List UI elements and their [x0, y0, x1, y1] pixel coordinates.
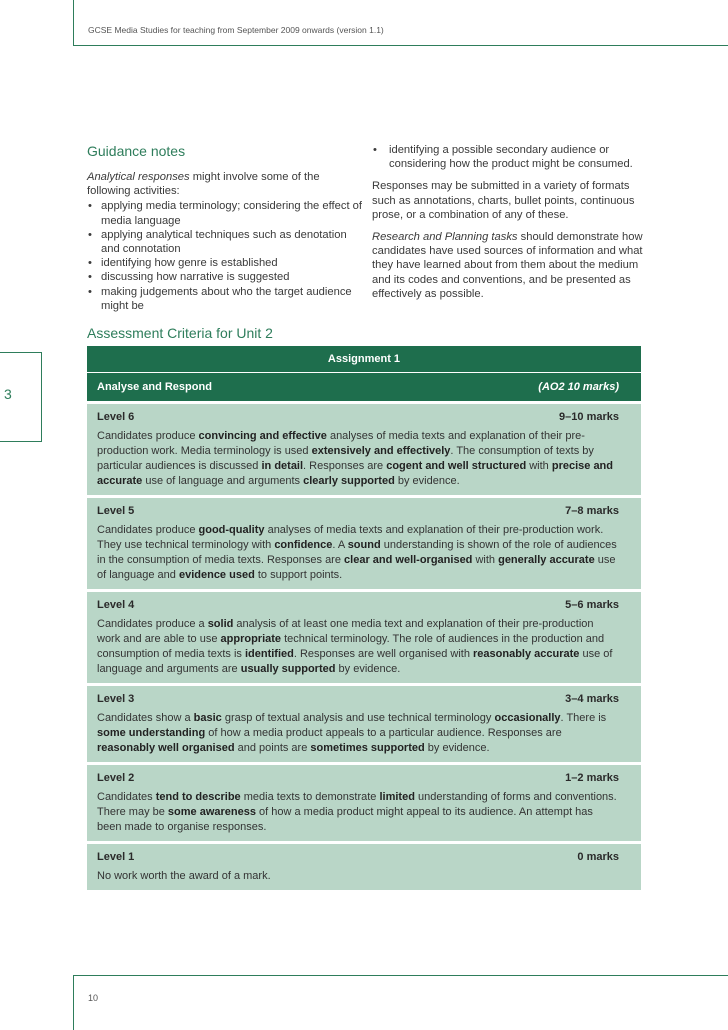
guidance-left-column: [87, 170, 362, 313]
table-row: [87, 844, 641, 890]
level-description: [97, 429, 619, 489]
level-name: Level 6: [97, 411, 135, 423]
table-row: [87, 592, 641, 683]
assignment-header: Assignment 1: [87, 346, 641, 372]
guidance-right-column: [372, 143, 644, 301]
description-text: technical terminology. The role of audiences in the production and consumption of media texts is: [97, 633, 605, 660]
emphasis-text: limited: [379, 791, 415, 803]
emphasis-text: clearly supported: [303, 475, 395, 487]
research-italic: Research and Planning tasks: [372, 231, 518, 244]
description-text: . There is: [560, 712, 607, 724]
level-description: [97, 790, 619, 835]
description-text: Candidates produce: [97, 524, 199, 536]
emphasis-text: convincing and effective: [198, 430, 327, 442]
guidance-intro-italic: Analytical responses: [87, 171, 190, 183]
description-text: with: [526, 460, 552, 472]
emphasis-text: cogent and well structured: [386, 460, 527, 472]
description-text: to support points.: [254, 569, 343, 581]
emphasis-text: clear and well-organised: [344, 554, 473, 566]
section-number: 3: [4, 386, 12, 402]
running-header: GCSE Media Studies for teaching from September 2009 onwards (version 1.1): [88, 25, 384, 35]
assessment-title: Assessment Criteria for Unit 2: [87, 325, 273, 341]
level-marks: 3–4 marks: [565, 693, 619, 705]
emphasis-text: sound: [347, 539, 381, 551]
level-name: Level 4: [97, 599, 135, 611]
description-text: use of language and arguments are: [97, 648, 613, 675]
description-text: analysis of at least one media text and explanation of their pre-production work and are able to use: [97, 618, 594, 645]
footer-left-rule: [73, 975, 74, 1030]
description-text: analyses of media texts and explanation of their pre-production work. They use technical terminology with: [97, 524, 604, 551]
emphasis-text: confidence: [274, 539, 333, 551]
research-text: should demonstrate how candidates have used sources of information and what they have learned about from them about the medium and its codes and conventions, and be presented as effectively as possible.: [372, 231, 643, 300]
table-row: [87, 686, 641, 762]
guidance-intro-text: might involve some of the following activities:: [87, 171, 320, 198]
description-text: by evidence.: [394, 475, 460, 487]
list-item: • applying analytical techniques such as denotation and connotation: [87, 228, 362, 256]
level-header: [97, 771, 619, 785]
emphasis-text: precise and accurate: [97, 460, 613, 487]
emphasis-text: good-quality: [198, 524, 265, 536]
emphasis-text: some awareness: [167, 806, 256, 818]
list-item: • making judgements about who the target audience might be: [87, 285, 362, 313]
description-text: Candidates: [97, 791, 156, 803]
description-text: No work worth the award of a mark.: [97, 870, 271, 882]
page-number: 10: [88, 993, 99, 1003]
emphasis-text: in detail: [261, 460, 304, 472]
level-name: Level 1: [97, 851, 135, 863]
emphasis-text: reasonably accurate: [473, 648, 580, 660]
table-row: [87, 498, 641, 589]
description-text: understanding is shown of the role of audiences in the consumption of media texts. Responses are: [97, 539, 617, 566]
section-marks: (AO2 10 marks): [538, 381, 619, 393]
emphasis-text: identified: [244, 648, 294, 660]
description-text: by evidence.: [424, 742, 490, 754]
level-name: Level 3: [97, 693, 135, 705]
level-name: Level 2: [97, 772, 135, 784]
footer-top-rule: [73, 975, 728, 976]
description-text: . Responses are: [303, 460, 387, 472]
emphasis-text: occasionally: [494, 712, 561, 724]
level-header: [97, 850, 619, 864]
description-text: of how a media product might appeal to its audience. An attempt has been made to organise responses.: [97, 806, 593, 833]
level-header: [97, 410, 619, 424]
description-text: grasp of textual analysis and use technical terminology: [221, 712, 495, 724]
criteria-table: [87, 346, 641, 890]
level-description: [97, 523, 619, 583]
responses-paragraph: Responses may be submitted in a variety of formats such as annotations, charts, bullet points, continuous prose, or a combination of any of these.: [372, 180, 635, 221]
emphasis-text: sometimes supported: [310, 742, 425, 754]
guidance-title: Guidance notes: [87, 143, 186, 159]
emphasis-text: reasonably well organised: [97, 742, 235, 754]
level-description: [97, 869, 619, 884]
description-text: analyses of media texts and explanation of their pre-production work. Media terminology is used: [97, 430, 585, 457]
list-item: • identifying how genre is established: [87, 256, 362, 270]
level-header: [97, 598, 619, 612]
description-text: Candidates produce a: [97, 618, 208, 630]
emphasis-text: appropriate: [220, 633, 282, 645]
emphasis-text: extensively and effectively: [311, 445, 451, 457]
level-marks: 9–10 marks: [559, 411, 619, 423]
levels-container: [87, 404, 641, 890]
description-text: use of language and arguments: [142, 475, 304, 487]
level-header: [97, 504, 619, 518]
table-row: [87, 404, 641, 495]
header-bottom-rule: [73, 45, 728, 46]
level-marks: 1–2 marks: [565, 772, 619, 784]
description-text: Candidates produce: [97, 430, 199, 442]
header-left-rule: [73, 0, 74, 45]
table-row: [87, 765, 641, 841]
description-text: . A: [332, 539, 348, 551]
emphasis-text: some understanding: [97, 727, 206, 739]
level-marks: 7–8 marks: [565, 505, 619, 517]
level-marks: 5–6 marks: [565, 599, 619, 611]
level-marks: 0 marks: [577, 851, 619, 863]
guidance-intro: [87, 170, 362, 198]
description-text: and points are: [234, 742, 311, 754]
emphasis-text: evidence used: [178, 569, 255, 581]
description-text: media texts to demonstrate: [240, 791, 380, 803]
description-text: understanding of forms and conventions. There may be: [97, 791, 617, 818]
description-text: by evidence.: [335, 663, 401, 675]
level-header: [97, 692, 619, 706]
level-description: [97, 617, 619, 677]
emphasis-text: solid: [207, 618, 234, 630]
emphasis-text: generally accurate: [498, 554, 595, 566]
list-item: • identifying a possible secondary audience or considering how the product might be consumed.: [372, 143, 644, 171]
emphasis-text: usually supported: [240, 663, 336, 675]
section-header: [87, 373, 641, 401]
level-description: [97, 711, 619, 756]
guidance-right-bullets: [372, 143, 644, 171]
section-label: Analyse and Respond: [97, 381, 212, 393]
list-item: • discussing how narrative is suggested: [87, 270, 362, 284]
level-name: Level 5: [97, 505, 135, 517]
description-text: with: [472, 554, 499, 566]
description-text: Candidates show a: [97, 712, 194, 724]
emphasis-text: basic: [193, 712, 222, 724]
description-text: use of language and: [97, 554, 616, 581]
emphasis-text: tend to describe: [155, 791, 241, 803]
description-text: . The consumption of texts by particular audiences is discussed: [97, 445, 594, 472]
list-item: • applying media terminology; considering the effect of media language: [87, 199, 362, 227]
research-paragraph: [372, 230, 644, 301]
guidance-bullet-list: [87, 199, 362, 313]
description-text: . Responses are well organised with: [293, 648, 474, 660]
description-text: of how a media product appeals to a particular audience. Responses are: [205, 727, 562, 739]
